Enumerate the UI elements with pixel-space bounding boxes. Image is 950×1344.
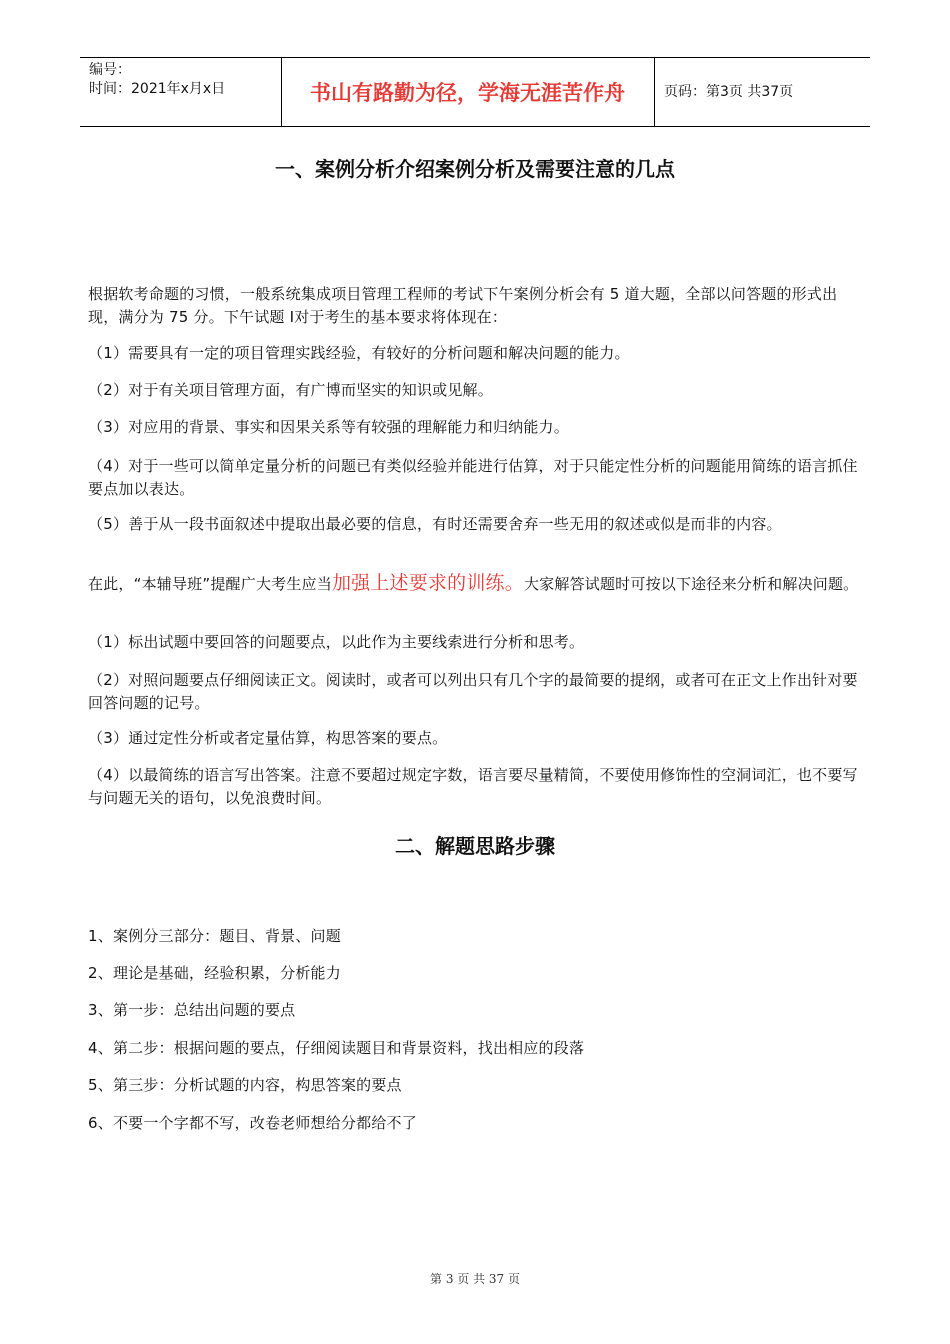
document-time-label: 时间：2021年x月x日 [89, 81, 226, 97]
header-motto-cell [281, 58, 655, 126]
document-number-label: 编号： [89, 62, 131, 78]
advice-text-after: 大家解答试题时可按以下途径来分析和解决问题。 [523, 575, 859, 593]
step-item: （2）对照问题要点仔细阅读正文。阅读时，或者可以列出只有几个字的最简要的提纲，或者可在正文上作出针对要回答问题的记号。 [88, 671, 858, 712]
requirement-item: （3）对应用的背景、事实和因果关系等有较强的理解能力和归纳能力。 [88, 418, 569, 436]
page-header [80, 57, 870, 127]
header-page-info: 页码：第3页 共37页 [664, 84, 794, 100]
requirement-item: （5）善于从一段书面叙述中提取出最必要的信息，有时还需要舍弃一些无用的叙述或似是而非的内容。 [88, 515, 782, 533]
advice-text: 在此，“本辅导班”提醒广大考生应当 [88, 575, 332, 593]
requirement-item: （4）对于一些可以简单定量分析的问题已有类似经验并能进行估算，对于只能定性分析的问题能用简练的语言抓住要点加以表达。 [88, 457, 858, 498]
list-item: 6、不要一个字都不写，改卷老师想给分都给不了 [88, 1114, 417, 1132]
step-item: （1）标出试题中要回答的问题要点，以此作为主要线索进行分析和思考。 [88, 633, 585, 651]
requirement-item: （2）对于有关项目管理方面，有广博而坚实的知识或见解。 [88, 381, 493, 399]
section2-title: 二、解题思路步骤 [395, 834, 555, 858]
list-item: 4、第二步：根据问题的要点，仔细阅读题目和背景资料，找出相应的段落 [88, 1039, 585, 1057]
list-item: 1、案例分三部分：题目、背景、问题 [88, 927, 341, 945]
step-item: （3）通过定性分析或者定量估算，构思答案的要点。 [88, 729, 448, 747]
requirement-item: （1）需要具有一定的项目管理实践经验，有较好的分析问题和解决问题的能力。 [88, 344, 630, 362]
list-item: 5、第三步：分析试题的内容，构思答案的要点 [88, 1076, 402, 1094]
section1-title: 一、案例分析介绍案例分析及需要注意的几点 [275, 157, 675, 181]
list-item: 2、理论是基础，经验积累，分析能力 [88, 964, 341, 982]
page-footer: 第 3 页 共 37 页 [430, 1272, 520, 1286]
step-item: （4）以最简练的语言写出答案。注意不要超过规定字数，语言要尽量精简，不要使用修饰性的空洞词汇，也不要写与问题无关的语句，以免浪费时间。 [88, 766, 858, 807]
header-meta-cell [80, 58, 282, 126]
intro-paragraph: 根据软考命题的习惯，一般系统集成项目管理工程师的考试下午案例分析会有 5 道大题，全部以问答题的形式出现，满分为 75 分。下午试题 Ⅰ对于考生的基本要求将体现在： [88, 285, 838, 326]
header-page-cell [654, 58, 870, 126]
advice-paragraph [88, 572, 863, 596]
list-item: 3、第一步：总结出问题的要点 [88, 1001, 296, 1019]
advice-highlight: 加强上述要求的训练。 [331, 572, 524, 594]
header-motto: 书山有路勤为径，学海无涯苦作舟 [310, 81, 625, 105]
